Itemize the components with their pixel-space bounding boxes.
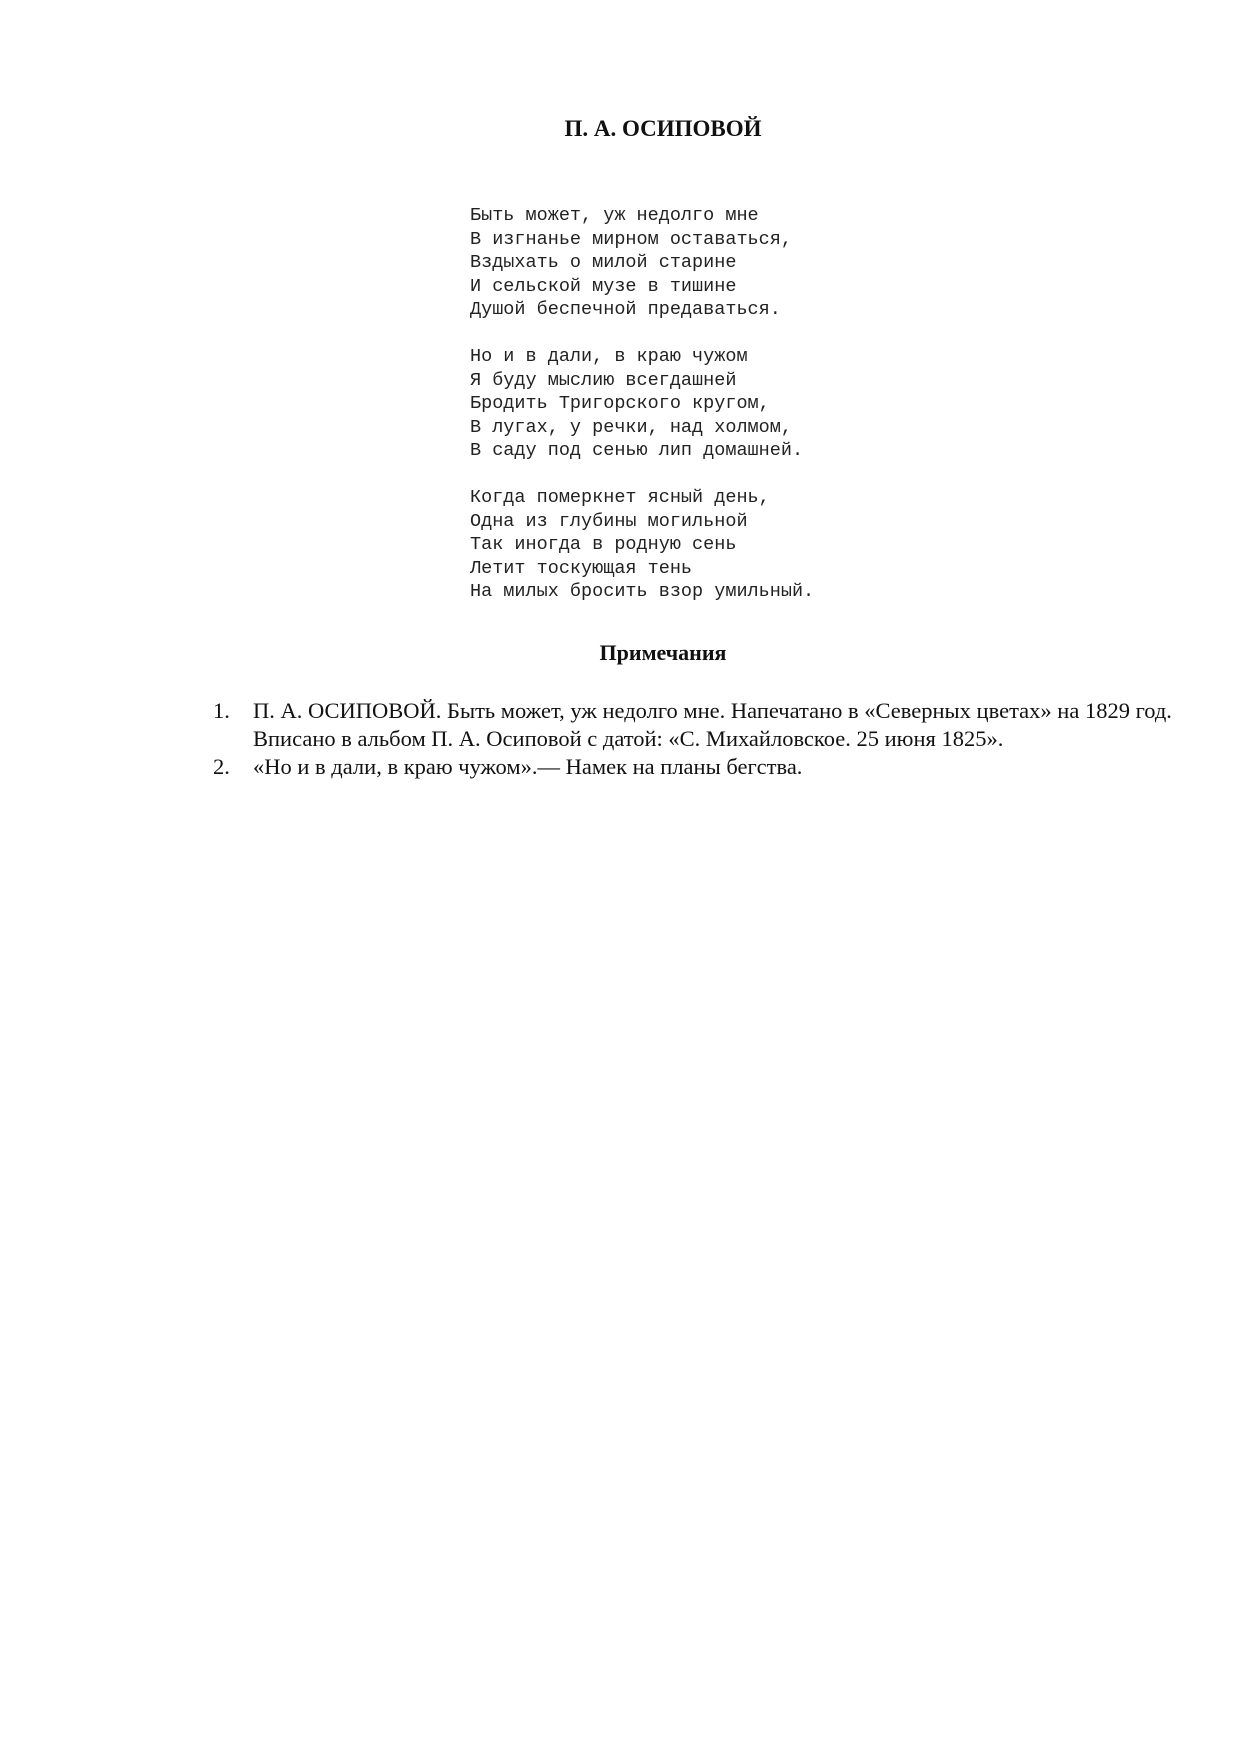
note-text: П. А. ОСИПОВОЙ. Быть может, уж недолго мне. Напечатано в «Северных цветах» на 1829 год. Вписано в альбом П. А. Осиповой с датой: «С. Михайловское. 25 июня 1825». [253,698,1172,751]
note-number: 1. [213,698,230,723]
note-item [213,753,1173,781]
poem [470,204,814,627]
page-title: П. А. ОСИПОВОЙ [564,116,762,141]
notes-list [213,697,1173,781]
poem-line: В лугах, у речки, над холмом, [470,416,792,438]
poem-line: Я буду мыслию всегдашней [470,369,737,391]
poem-line: Бродить Тригорского кругом, [470,393,770,414]
note-text: «Но и в дали, в краю чужом».— Намек на планы бегства. [253,754,803,779]
poem-line: Летит тоскующая тень [470,557,693,579]
poem-line: Но и в дали, в краю чужом [470,346,748,367]
poem-line: Вздыхать о милой старине [470,252,737,273]
stanza-1 [470,204,814,322]
notes-heading: Примечания [599,640,727,665]
poem-line: Быть может, уж недолго мне [470,205,759,226]
poem-line: Душой беспечной предаваться. [470,299,781,320]
poem-line: В изгнанье мирном оставаться, [470,228,792,250]
note-item [213,697,1173,753]
poem-line: В саду под сенью лип домашней. [470,440,804,461]
stanza-2 [470,345,814,463]
poem-line: Так иногда в родную сень [470,534,737,555]
poem-line: Одна из глубины могильной [470,510,748,532]
poem-line: И сельской музе в тишине [470,275,737,297]
note-number: 2. [213,754,230,779]
poem-line: Когда померкнет ясный день, [470,487,770,508]
stanza-3 [470,486,814,604]
poem-line: На милых бросить взор умильный. [470,581,815,602]
